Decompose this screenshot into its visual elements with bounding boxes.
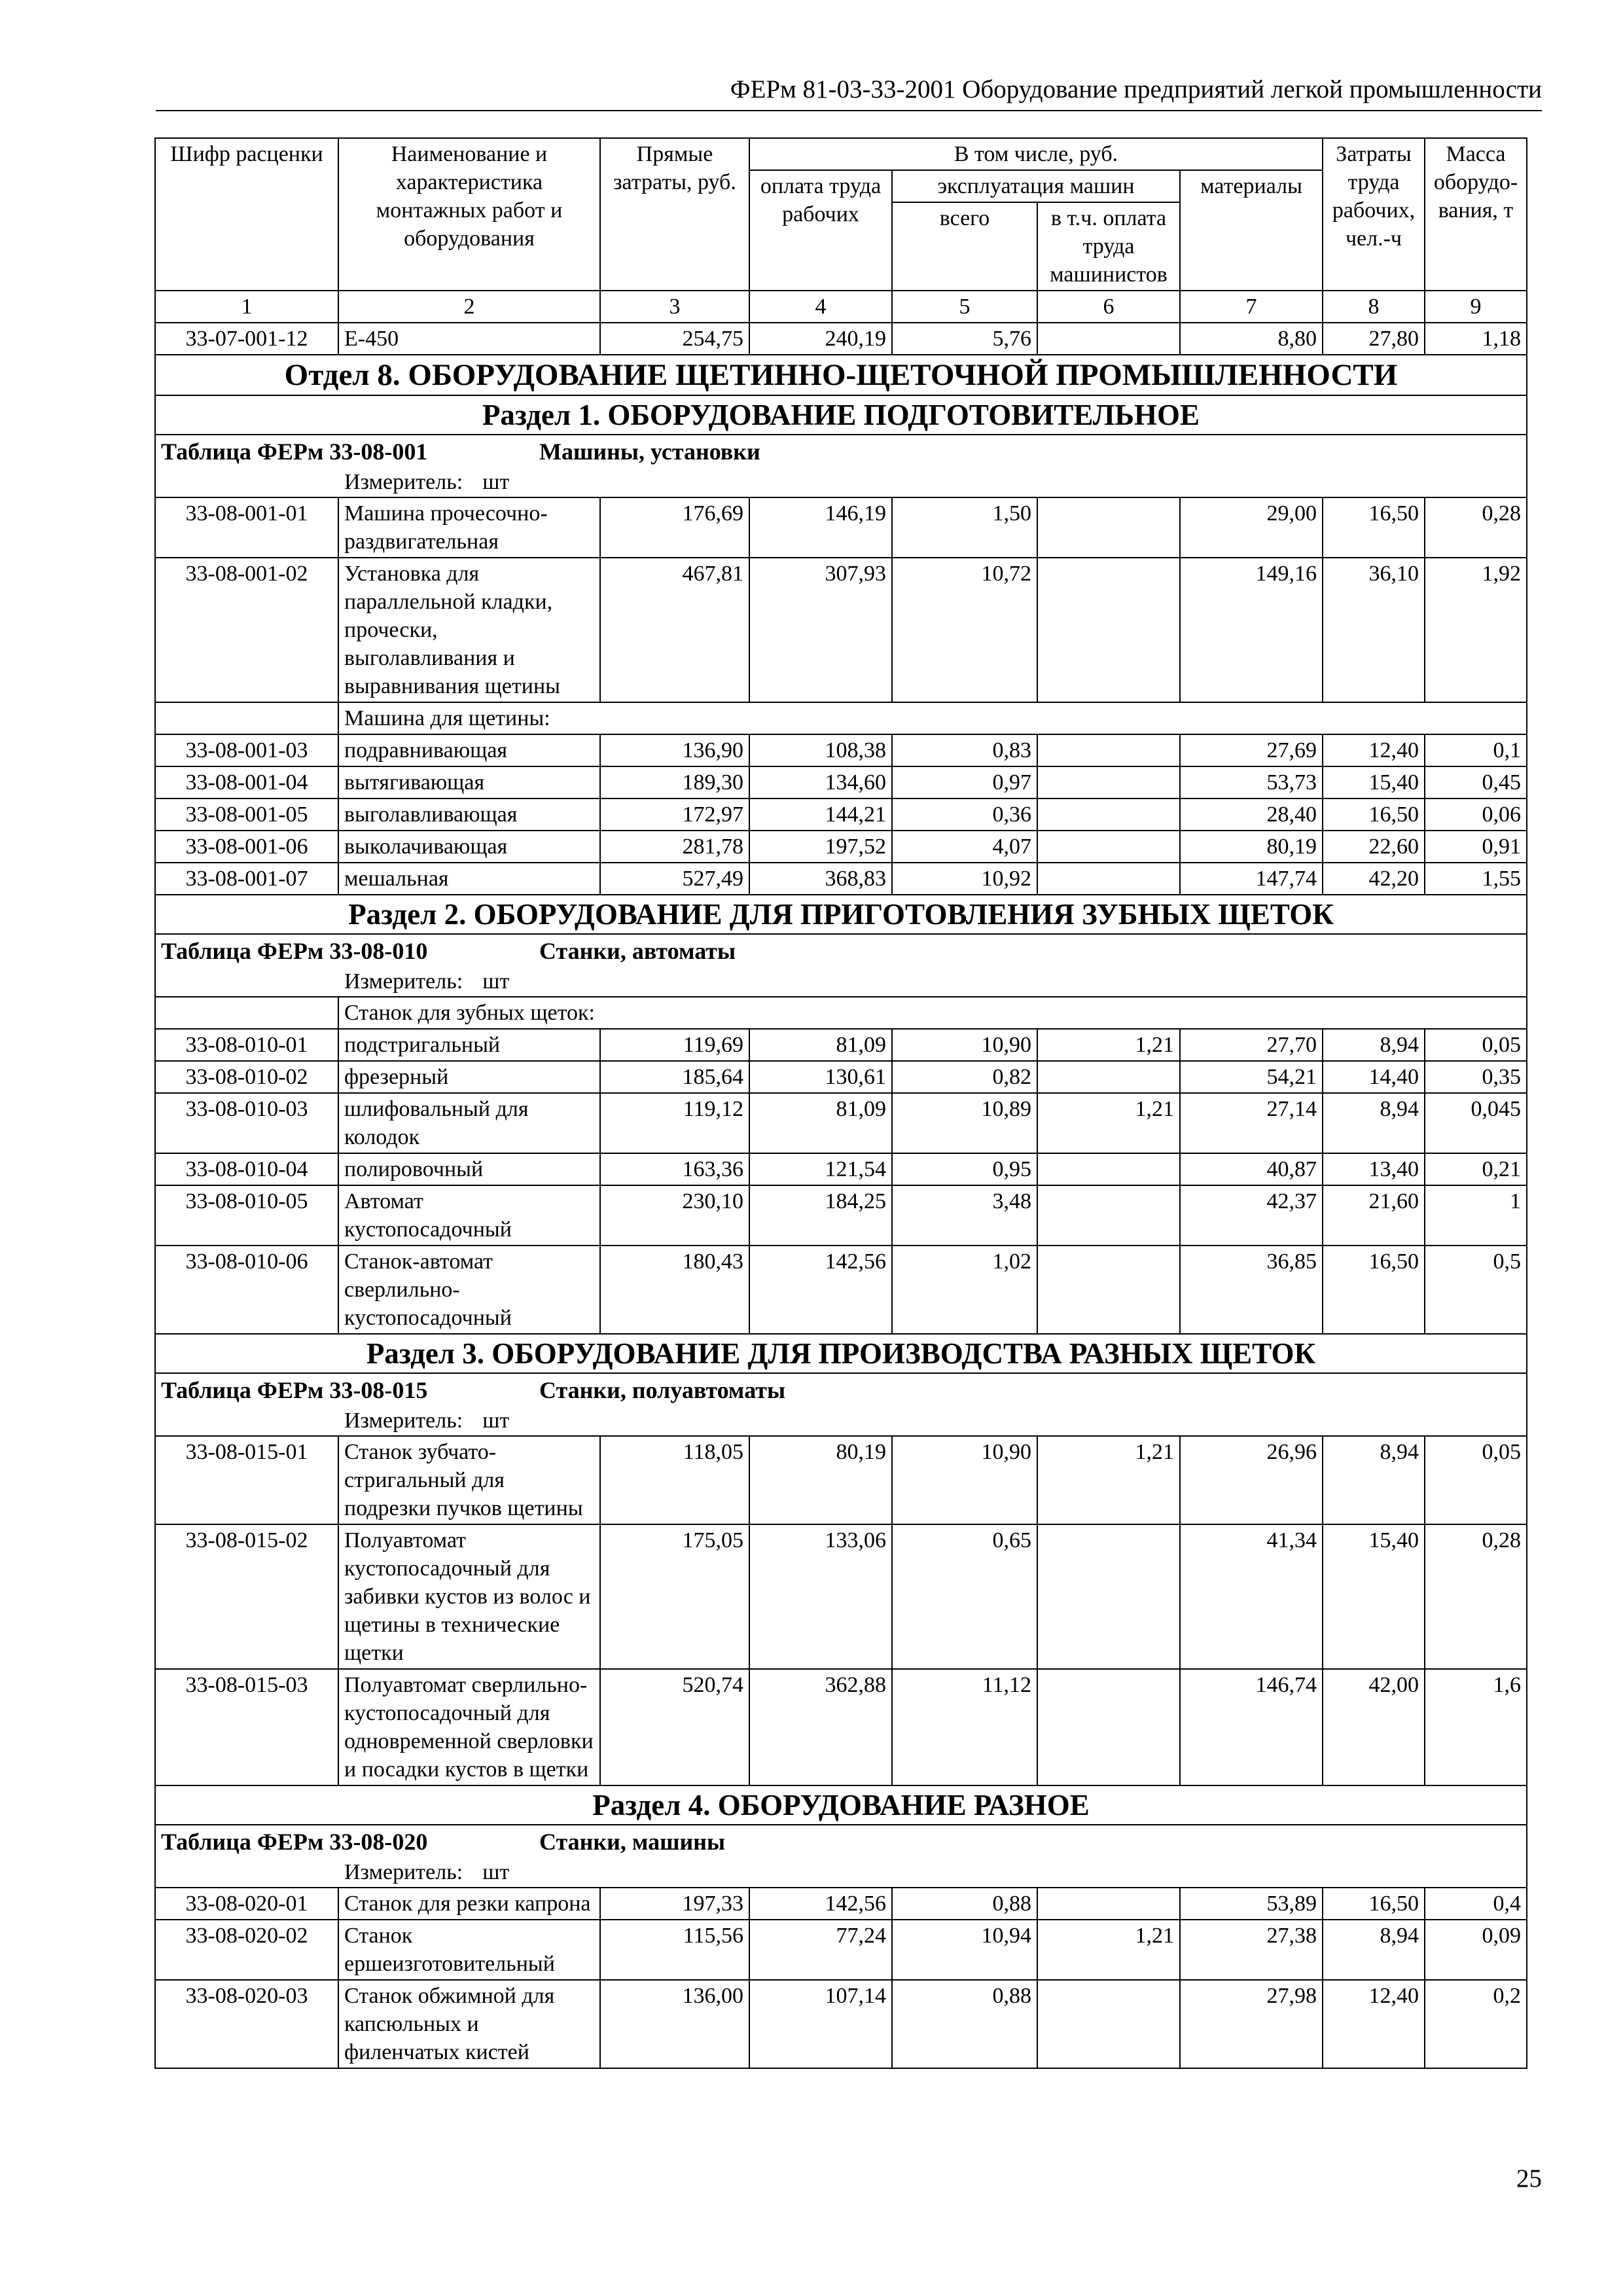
- machinist-wages: [1037, 798, 1180, 831]
- rate-code: 33-08-010-03: [155, 1093, 338, 1153]
- machinist-wages: [1037, 1888, 1180, 1920]
- work-name: выголавливающая: [338, 798, 600, 831]
- machine-costs: 10,72: [892, 558, 1037, 702]
- table-name: Станки, машины: [539, 1829, 726, 1855]
- work-name: шлифовальный для колодок: [338, 1093, 600, 1153]
- direct-costs: 119,69: [600, 1029, 749, 1061]
- labor-hours: 27,80: [1323, 323, 1425, 355]
- table-row: [155, 798, 1527, 831]
- materials-cost: 28,40: [1180, 798, 1323, 831]
- materials-cost: 8,80: [1180, 323, 1323, 355]
- equipment-mass: 0,05: [1425, 1436, 1527, 1524]
- direct-costs: 180,43: [600, 1246, 749, 1334]
- page-number: 25: [1516, 2164, 1542, 2193]
- direct-costs: 136,90: [600, 734, 749, 766]
- header-wages: оплата труда рабочих: [749, 170, 892, 291]
- direct-costs: 176,69: [600, 497, 749, 558]
- group-empty-cell: [155, 997, 338, 1029]
- materials-cost: 53,89: [1180, 1888, 1323, 1920]
- materials-cost: 149,16: [1180, 558, 1323, 702]
- work-name: полировочный: [338, 1153, 600, 1185]
- labor-hours: 14,40: [1323, 1061, 1425, 1093]
- materials-cost: 41,34: [1180, 1524, 1323, 1669]
- table-title-row: [155, 1825, 1527, 1858]
- table-row: [155, 1185, 1527, 1246]
- section-heading: Раздел 4. ОБОРУДОВАНИЕ РАЗНОЕ: [155, 1785, 1527, 1825]
- header-machinist-wages: в т.ч. оплата труда машинистов: [1037, 202, 1180, 291]
- running-header: ФЕРм 81-03-33-2001 Оборудование предприятий легкой промышленности: [156, 73, 1542, 111]
- rate-code: 33-08-001-02: [155, 558, 338, 702]
- header-machines: эксплуатация машин: [892, 170, 1180, 202]
- worker-wages: 240,19: [749, 323, 892, 355]
- table-title-row: [155, 1373, 1527, 1407]
- materials-cost: 27,14: [1180, 1093, 1323, 1153]
- labor-hours: 8,94: [1323, 1029, 1425, 1061]
- rate-code: 33-08-020-03: [155, 1980, 338, 2068]
- rate-code: 33-08-020-01: [155, 1888, 338, 1920]
- table-row: [155, 1669, 1527, 1785]
- labor-hours: 42,20: [1323, 863, 1425, 895]
- labor-hours: 21,60: [1323, 1185, 1425, 1246]
- equipment-mass: 0,2: [1425, 1980, 1527, 2068]
- machine-costs: 0,88: [892, 1980, 1037, 2068]
- machine-costs: 0,88: [892, 1888, 1037, 1920]
- machinist-wages: [1037, 734, 1180, 766]
- machine-costs: 10,90: [892, 1029, 1037, 1061]
- machinist-wages: [1037, 1524, 1180, 1669]
- machinist-wages: 1,21: [1037, 1436, 1180, 1524]
- equipment-mass: 1: [1425, 1185, 1527, 1246]
- table-row: [155, 1980, 1527, 2068]
- work-name: Машина прочесочно-раздвигательная: [338, 497, 600, 558]
- machine-costs: 1,50: [892, 497, 1037, 558]
- direct-costs: 172,97: [600, 798, 749, 831]
- work-name: подстригальный: [338, 1029, 600, 1061]
- equipment-mass: 0,91: [1425, 831, 1527, 863]
- machinist-wages: 1,21: [1037, 1920, 1180, 1980]
- worker-wages: 130,61: [749, 1061, 892, 1093]
- meter-label: Измеритель:: [344, 470, 463, 494]
- section-heading-row: [155, 895, 1527, 934]
- department-heading-row: [155, 355, 1527, 395]
- labor-hours: 12,40: [1323, 734, 1425, 766]
- machinist-wages: [1037, 831, 1180, 863]
- header-code: Шифр расценки: [155, 138, 338, 291]
- machine-costs: 10,89: [892, 1093, 1037, 1153]
- rate-code: 33-08-001-04: [155, 766, 338, 798]
- equipment-mass: 1,6: [1425, 1669, 1527, 1785]
- section-heading: Раздел 2. ОБОРУДОВАНИЕ ДЛЯ ПРИГОТОВЛЕНИЯ ЗУБНЫХ ЩЕТОК: [155, 895, 1527, 934]
- meter-unit: шт: [482, 1408, 510, 1433]
- worker-wages: 142,56: [749, 1246, 892, 1334]
- equipment-mass: 0,05: [1425, 1029, 1527, 1061]
- rate-code: 33-08-010-06: [155, 1246, 338, 1334]
- machine-costs: 0,65: [892, 1524, 1037, 1669]
- table-row: [155, 1436, 1527, 1524]
- table-row: [155, 1888, 1527, 1920]
- work-name: вытягивающая: [338, 766, 600, 798]
- direct-costs: 163,36: [600, 1153, 749, 1185]
- meter: [155, 1858, 1527, 1888]
- direct-costs: 281,78: [600, 831, 749, 863]
- header-machines-total: всего: [892, 202, 1037, 291]
- table-row: [155, 831, 1527, 863]
- equipment-mass: 1,18: [1425, 323, 1527, 355]
- labor-hours: 16,50: [1323, 1246, 1425, 1334]
- header-name: Наименование и характеристика монтажных работ и оборудования: [338, 138, 600, 291]
- worker-wages: 81,09: [749, 1029, 892, 1061]
- table-number: Таблица ФЕРм 33-08-015: [161, 1377, 428, 1403]
- section-heading-row: [155, 395, 1527, 435]
- column-number: 1: [155, 291, 338, 323]
- meter: [155, 967, 1527, 997]
- table-title: [155, 1825, 1527, 1858]
- column-number: 4: [749, 291, 892, 323]
- materials-cost: 147,74: [1180, 863, 1323, 895]
- work-name: фрезерный: [338, 1061, 600, 1093]
- direct-costs: 527,49: [600, 863, 749, 895]
- materials-cost: 29,00: [1180, 497, 1323, 558]
- machine-costs: 0,82: [892, 1061, 1037, 1093]
- equipment-mass: 1,92: [1425, 558, 1527, 702]
- machinist-wages: [1037, 558, 1180, 702]
- machine-costs: 5,76: [892, 323, 1037, 355]
- materials-cost: 40,87: [1180, 1153, 1323, 1185]
- labor-hours: 16,50: [1323, 798, 1425, 831]
- column-numbers-row: [155, 291, 1527, 323]
- work-name: Станок-автомат сверлильно-кустопосадочный: [338, 1246, 600, 1334]
- direct-costs: 467,81: [600, 558, 749, 702]
- table-row: [155, 1093, 1527, 1153]
- column-number: 7: [1180, 291, 1323, 323]
- rate-code: 33-08-015-02: [155, 1524, 338, 1669]
- machine-costs: 10,90: [892, 1436, 1037, 1524]
- machine-costs: 0,36: [892, 798, 1037, 831]
- equipment-mass: 0,28: [1425, 1524, 1527, 1669]
- equipment-mass: 0,35: [1425, 1061, 1527, 1093]
- rate-code: 33-08-001-06: [155, 831, 338, 863]
- table-row: [155, 1153, 1527, 1185]
- header-labor: Затраты труда рабочих, чел.-ч: [1323, 138, 1425, 291]
- worker-wages: 107,14: [749, 1980, 892, 2068]
- labor-hours: 12,40: [1323, 1980, 1425, 2068]
- machinist-wages: [1037, 1061, 1180, 1093]
- meter-unit: шт: [482, 1860, 510, 1884]
- norms-table: [154, 137, 1527, 2069]
- machinist-wages: [1037, 1669, 1180, 1785]
- materials-cost: 27,70: [1180, 1029, 1323, 1061]
- table-row: [155, 323, 1527, 355]
- equipment-mass: 0,45: [1425, 766, 1527, 798]
- materials-cost: 54,21: [1180, 1061, 1323, 1093]
- meter: [155, 468, 1527, 497]
- meter-row: [155, 468, 1527, 497]
- table-number: Таблица ФЕРм 33-08-010: [161, 938, 428, 964]
- meter-label: Измеритель:: [344, 1860, 463, 1884]
- machinist-wages: [1037, 497, 1180, 558]
- worker-wages: 133,06: [749, 1524, 892, 1669]
- worker-wages: 146,19: [749, 497, 892, 558]
- table-title-row: [155, 435, 1527, 468]
- work-name: Станок для резки капрона: [338, 1888, 600, 1920]
- direct-costs: 115,56: [600, 1920, 749, 1980]
- column-number: 6: [1037, 291, 1180, 323]
- materials-cost: 53,73: [1180, 766, 1323, 798]
- table-number: Таблица ФЕРм 33-08-020: [161, 1829, 428, 1855]
- column-number: 9: [1425, 291, 1527, 323]
- labor-hours: 22,60: [1323, 831, 1425, 863]
- rate-code: 33-08-010-04: [155, 1153, 338, 1185]
- work-name: Станок обжимной для капсюльных и филенчатых кистей: [338, 1980, 600, 2068]
- direct-costs: 136,00: [600, 1980, 749, 2068]
- table-row: [155, 1920, 1527, 1980]
- header-direct-costs: Прямые затраты, руб.: [600, 138, 749, 291]
- machinist-wages: 1,21: [1037, 1029, 1180, 1061]
- rate-code: 33-08-001-01: [155, 497, 338, 558]
- worker-wages: 134,60: [749, 766, 892, 798]
- materials-cost: 26,96: [1180, 1436, 1323, 1524]
- equipment-mass: 0,045: [1425, 1093, 1527, 1153]
- rate-code: 33-08-015-01: [155, 1436, 338, 1524]
- materials-cost: 27,69: [1180, 734, 1323, 766]
- table-title: [155, 934, 1527, 967]
- table-title: [155, 1373, 1527, 1407]
- work-name: Установка для параллельной кладки, прочески, выголавливания и выравнивания щетины: [338, 558, 600, 702]
- direct-costs: 520,74: [600, 1669, 749, 1785]
- meter-row: [155, 1407, 1527, 1436]
- header-materials: материалы: [1180, 170, 1323, 291]
- table-name: Станки, полуавтоматы: [539, 1377, 786, 1403]
- header-mass: Масса оборудо-вания, т: [1425, 138, 1527, 291]
- worker-wages: 144,21: [749, 798, 892, 831]
- equipment-mass: 0,28: [1425, 497, 1527, 558]
- section-heading: Раздел 1. ОБОРУДОВАНИЕ ПОДГОТОВИТЕЛЬНОЕ: [155, 395, 1527, 435]
- worker-wages: 197,52: [749, 831, 892, 863]
- column-number: 5: [892, 291, 1037, 323]
- table-row: [155, 863, 1527, 895]
- machine-costs: 0,97: [892, 766, 1037, 798]
- materials-cost: 36,85: [1180, 1246, 1323, 1334]
- materials-cost: 146,74: [1180, 1669, 1323, 1785]
- machine-costs: 3,48: [892, 1185, 1037, 1246]
- table-body: [155, 323, 1527, 2068]
- table-title-row: [155, 934, 1527, 967]
- equipment-mass: 0,5: [1425, 1246, 1527, 1334]
- section-heading-row: [155, 1785, 1527, 1825]
- labor-hours: 36,10: [1323, 558, 1425, 702]
- machinist-wages: [1037, 1246, 1180, 1334]
- table-row: [155, 734, 1527, 766]
- table-row: [155, 1246, 1527, 1334]
- labor-hours: 15,40: [1323, 766, 1425, 798]
- worker-wages: 108,38: [749, 734, 892, 766]
- machinist-wages: [1037, 1153, 1180, 1185]
- table-number: Таблица ФЕРм 33-08-001: [161, 439, 428, 465]
- worker-wages: 362,88: [749, 1669, 892, 1785]
- worker-wages: 184,25: [749, 1185, 892, 1246]
- equipment-mass: 0,06: [1425, 798, 1527, 831]
- meter-unit: шт: [482, 470, 510, 494]
- table-row: [155, 1524, 1527, 1669]
- worker-wages: 80,19: [749, 1436, 892, 1524]
- rate-code: 33-08-010-02: [155, 1061, 338, 1093]
- group-label: Станок для зубных щеток:: [338, 997, 1527, 1029]
- section-heading-row: [155, 1334, 1527, 1373]
- table-row: [155, 558, 1527, 702]
- meter: [155, 1407, 1527, 1436]
- materials-cost: 42,37: [1180, 1185, 1323, 1246]
- work-name: Станок зубчато-стригальный для подрезки пучков щетины: [338, 1436, 600, 1524]
- work-name: Полуавтомат сверлильно-кустопосадочный для одновременной сверловки и посадки кустов в щетки: [338, 1669, 600, 1785]
- direct-costs: 197,33: [600, 1888, 749, 1920]
- table-name: Машины, установки: [539, 439, 760, 465]
- machinist-wages: [1037, 766, 1180, 798]
- machine-costs: 0,83: [892, 734, 1037, 766]
- header-including: В том числе, руб.: [749, 138, 1323, 170]
- direct-costs: 175,05: [600, 1524, 749, 1669]
- group-empty-cell: [155, 702, 338, 734]
- worker-wages: 368,83: [749, 863, 892, 895]
- labor-hours: 16,50: [1323, 497, 1425, 558]
- column-number: 2: [338, 291, 600, 323]
- worker-wages: 121,54: [749, 1153, 892, 1185]
- direct-costs: 118,05: [600, 1436, 749, 1524]
- department-heading: Отдел 8. ОБОРУДОВАНИЕ ЩЕТИННО-ЩЕТОЧНОЙ ПРОМЫШЛЕННОСТИ: [155, 355, 1527, 395]
- work-name: подравнивающая: [338, 734, 600, 766]
- meter-label: Измеритель:: [344, 969, 463, 994]
- machine-costs: 0,95: [892, 1153, 1037, 1185]
- worker-wages: 77,24: [749, 1920, 892, 1980]
- labor-hours: 8,94: [1323, 1920, 1425, 1980]
- machinist-wages: [1037, 1980, 1180, 2068]
- materials-cost: 27,98: [1180, 1980, 1323, 2068]
- labor-hours: 42,00: [1323, 1669, 1425, 1785]
- labor-hours: 8,94: [1323, 1436, 1425, 1524]
- machine-costs: 10,92: [892, 863, 1037, 895]
- table-row: [155, 497, 1527, 558]
- worker-wages: 307,93: [749, 558, 892, 702]
- table-row: [155, 1061, 1527, 1093]
- worker-wages: 81,09: [749, 1093, 892, 1153]
- machine-costs: 4,07: [892, 831, 1037, 863]
- group-label: Машина для щетины:: [338, 702, 1527, 734]
- machinist-wages: [1037, 863, 1180, 895]
- equipment-mass: 1,55: [1425, 863, 1527, 895]
- work-name: Полуавтомат кустопосадочный для забивки кустов из волос и щетины в технические щетки: [338, 1524, 600, 1669]
- machine-costs: 10,94: [892, 1920, 1037, 1980]
- machinist-wages: [1037, 1185, 1180, 1246]
- column-number: 8: [1323, 291, 1425, 323]
- equipment-mass: 0,4: [1425, 1888, 1527, 1920]
- direct-costs: 230,10: [600, 1185, 749, 1246]
- rate-code: 33-08-010-01: [155, 1029, 338, 1061]
- meter-label: Измеритель:: [344, 1408, 463, 1433]
- materials-cost: 27,38: [1180, 1920, 1323, 1980]
- table-row: [155, 1029, 1527, 1061]
- direct-costs: 254,75: [600, 323, 749, 355]
- work-name: выколачивающая: [338, 831, 600, 863]
- rate-code: 33-08-001-03: [155, 734, 338, 766]
- table-row: [155, 766, 1527, 798]
- work-name: E-450: [338, 323, 600, 355]
- machinist-wages: [1037, 323, 1180, 355]
- work-name: Станок ершеизготовительный: [338, 1920, 600, 1980]
- work-name: мешальная: [338, 863, 600, 895]
- worker-wages: 142,56: [749, 1888, 892, 1920]
- meter-row: [155, 967, 1527, 997]
- rate-code: 33-07-001-12: [155, 323, 338, 355]
- meter-unit: шт: [482, 969, 510, 994]
- direct-costs: 119,12: [600, 1093, 749, 1153]
- machinist-wages: 1,21: [1037, 1093, 1180, 1153]
- equipment-mass: 0,21: [1425, 1153, 1527, 1185]
- machine-costs: 11,12: [892, 1669, 1037, 1785]
- equipment-mass: 0,09: [1425, 1920, 1527, 1980]
- direct-costs: 189,30: [600, 766, 749, 798]
- table-name: Станки, автоматы: [539, 938, 736, 964]
- section-heading: Раздел 3. ОБОРУДОВАНИЕ ДЛЯ ПРОИЗВОДСТВА РАЗНЫХ ЩЕТОК: [155, 1334, 1527, 1373]
- labor-hours: 8,94: [1323, 1093, 1425, 1153]
- machine-costs: 1,02: [892, 1246, 1037, 1334]
- rate-code: 33-08-010-05: [155, 1185, 338, 1246]
- labor-hours: 13,40: [1323, 1153, 1425, 1185]
- labor-hours: 15,40: [1323, 1524, 1425, 1669]
- rate-code: 33-08-001-07: [155, 863, 338, 895]
- rate-code: 33-08-015-03: [155, 1669, 338, 1785]
- group-row: [155, 702, 1527, 734]
- meter-row: [155, 1858, 1527, 1888]
- column-number: 3: [600, 291, 749, 323]
- table-title: [155, 435, 1527, 468]
- labor-hours: 16,50: [1323, 1888, 1425, 1920]
- rate-code: 33-08-020-02: [155, 1920, 338, 1980]
- direct-costs: 185,64: [600, 1061, 749, 1093]
- work-name: Автомат кустопосадочный: [338, 1185, 600, 1246]
- equipment-mass: 0,1: [1425, 734, 1527, 766]
- group-row: [155, 997, 1527, 1029]
- rate-code: 33-08-001-05: [155, 798, 338, 831]
- materials-cost: 80,19: [1180, 831, 1323, 863]
